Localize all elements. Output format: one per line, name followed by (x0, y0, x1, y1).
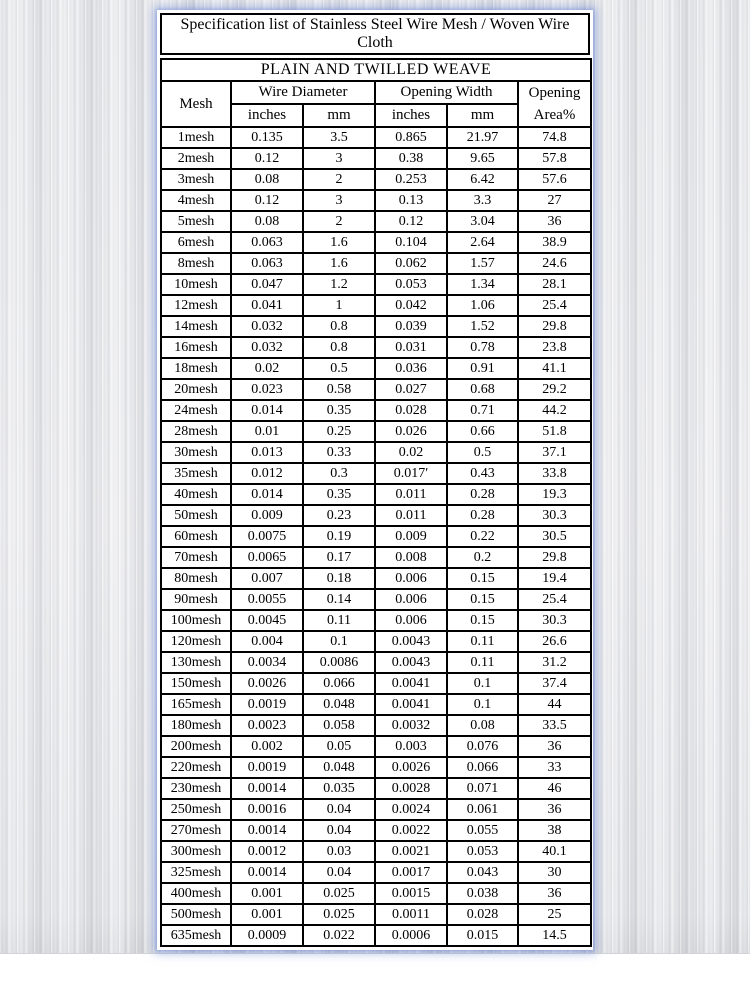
mesh-cell: 3mesh (161, 169, 231, 190)
value-cell: 2 (303, 169, 375, 190)
value-cell: 0.047 (231, 274, 303, 295)
value-cell: 1.6 (303, 232, 375, 253)
mesh-cell: 20mesh (161, 379, 231, 400)
value-cell: 1.34 (447, 274, 518, 295)
value-cell: 0.002 (231, 736, 303, 757)
value-cell: 24.6 (518, 253, 591, 274)
table-row (161, 883, 591, 904)
value-cell: 0.0015 (375, 883, 447, 904)
value-cell: 0.22 (447, 526, 518, 547)
value-cell: 0.0014 (231, 820, 303, 841)
table-row (161, 232, 591, 253)
value-cell: 29.8 (518, 316, 591, 337)
unit-header-ow-inches: inches (375, 104, 447, 127)
table-row (161, 463, 591, 484)
value-cell: 1 (303, 295, 375, 316)
mesh-cell: 60mesh (161, 526, 231, 547)
value-cell: 2 (303, 211, 375, 232)
value-cell: 0.015 (447, 925, 518, 946)
unit-header-wd-inches: inches (231, 104, 303, 127)
table-row (161, 715, 591, 736)
value-cell: 25.4 (518, 295, 591, 316)
value-cell: 0.055 (447, 820, 518, 841)
table-row (161, 904, 591, 925)
value-cell: 0.11 (447, 652, 518, 673)
value-cell: 0.13 (375, 190, 447, 211)
table-row (161, 526, 591, 547)
mesh-cell: 250mesh (161, 799, 231, 820)
spec-table-body (161, 127, 591, 946)
value-cell: 0.009 (231, 505, 303, 526)
table-row (161, 505, 591, 526)
value-cell: 0.039 (375, 316, 447, 337)
table-row (161, 148, 591, 169)
mesh-cell: 180mesh (161, 715, 231, 736)
value-cell: 44.2 (518, 400, 591, 421)
mesh-cell: 28mesh (161, 421, 231, 442)
value-cell: 0.0011 (375, 904, 447, 925)
value-cell: 0.33 (303, 442, 375, 463)
unit-header-ow-mm: mm (447, 104, 518, 127)
value-cell: 30.3 (518, 610, 591, 631)
value-cell: 0.11 (447, 631, 518, 652)
value-cell: 0.04 (303, 820, 375, 841)
value-cell: 0.025 (303, 904, 375, 925)
table-row (161, 757, 591, 778)
value-cell: 0.053 (375, 274, 447, 295)
value-cell: 0.032 (231, 316, 303, 337)
value-cell: 0.0022 (375, 820, 447, 841)
value-cell: 0.031 (375, 337, 447, 358)
table-row (161, 442, 591, 463)
value-cell: 0.048 (303, 694, 375, 715)
value-cell: 0.5 (303, 358, 375, 379)
mesh-cell: 8mesh (161, 253, 231, 274)
value-cell: 0.3 (303, 463, 375, 484)
value-cell: 0.104 (375, 232, 447, 253)
value-cell: 0.053 (447, 841, 518, 862)
table-row (161, 568, 591, 589)
mesh-cell: 6mesh (161, 232, 231, 253)
value-cell: 25 (518, 904, 591, 925)
value-cell: 0.91 (447, 358, 518, 379)
subtitle-row (161, 59, 591, 81)
table-row (161, 736, 591, 757)
mesh-cell: 635mesh (161, 925, 231, 946)
mesh-cell: 120mesh (161, 631, 231, 652)
value-cell: 0.025 (303, 883, 375, 904)
value-cell: 3 (303, 148, 375, 169)
value-cell: 0.17 (303, 547, 375, 568)
value-cell: 33.5 (518, 715, 591, 736)
value-cell: 40.1 (518, 841, 591, 862)
value-cell: 0.28 (447, 484, 518, 505)
value-cell: 0.8 (303, 337, 375, 358)
value-cell: 0.08 (231, 211, 303, 232)
opening-area-line1: Opening (528, 85, 581, 101)
value-cell: 0.063 (231, 253, 303, 274)
value-cell: 0.78 (447, 337, 518, 358)
mesh-cell: 150mesh (161, 673, 231, 694)
table-subtitle: PLAIN AND TWILLED WEAVE (161, 59, 591, 81)
table-row (161, 337, 591, 358)
value-cell: 0.0075 (231, 526, 303, 547)
table-row (161, 589, 591, 610)
value-cell: 0.03 (303, 841, 375, 862)
table-row (161, 400, 591, 421)
value-cell: 0.0045 (231, 610, 303, 631)
mesh-cell: 1mesh (161, 127, 231, 148)
value-cell: 0.02 (231, 358, 303, 379)
value-cell: 0.135 (231, 127, 303, 148)
value-cell: 0.0019 (231, 757, 303, 778)
value-cell: 0.004 (231, 631, 303, 652)
value-cell: 0.04 (303, 862, 375, 883)
value-cell: 0.001 (231, 904, 303, 925)
value-cell: 0.5 (447, 442, 518, 463)
value-cell: 0.006 (375, 568, 447, 589)
value-cell: 41.1 (518, 358, 591, 379)
table-row (161, 169, 591, 190)
value-cell: 0.15 (447, 610, 518, 631)
value-cell: 0.15 (447, 568, 518, 589)
value-cell: 3 (303, 190, 375, 211)
column-header-mesh: Mesh (161, 81, 231, 127)
value-cell: 0.001 (231, 883, 303, 904)
value-cell: 0.0026 (375, 757, 447, 778)
value-cell: 0.28 (447, 505, 518, 526)
value-cell: 25.4 (518, 589, 591, 610)
value-cell: 0.38 (375, 148, 447, 169)
value-cell: 0.063 (231, 232, 303, 253)
table-row (161, 358, 591, 379)
mesh-cell: 165mesh (161, 694, 231, 715)
value-cell: 0.0016 (231, 799, 303, 820)
value-cell: 0.048 (303, 757, 375, 778)
value-cell: 0.011 (375, 505, 447, 526)
value-cell: 6.42 (447, 169, 518, 190)
value-cell: 0.066 (303, 673, 375, 694)
mesh-cell: 70mesh (161, 547, 231, 568)
value-cell: 0.017′ (375, 463, 447, 484)
mesh-cell: 30mesh (161, 442, 231, 463)
mesh-cell: 500mesh (161, 904, 231, 925)
value-cell: 0.0043 (375, 631, 447, 652)
value-cell: 0.032 (231, 337, 303, 358)
value-cell: 30.5 (518, 526, 591, 547)
value-cell: 36 (518, 799, 591, 820)
value-cell: 0.022 (303, 925, 375, 946)
value-cell: 31.2 (518, 652, 591, 673)
value-cell: 0.058 (303, 715, 375, 736)
value-cell: 0.66 (447, 421, 518, 442)
value-cell: 0.0086 (303, 652, 375, 673)
value-cell: 0.0017 (375, 862, 447, 883)
value-cell: 33 (518, 757, 591, 778)
value-cell: 0.035 (303, 778, 375, 799)
mesh-cell: 24mesh (161, 400, 231, 421)
value-cell: 0.0023 (231, 715, 303, 736)
value-cell: 1.52 (447, 316, 518, 337)
value-cell: 0.013 (231, 442, 303, 463)
value-cell: 0.8 (303, 316, 375, 337)
table-row (161, 778, 591, 799)
mesh-cell: 12mesh (161, 295, 231, 316)
table-row (161, 421, 591, 442)
value-cell: 0.0012 (231, 841, 303, 862)
value-cell: 0.042 (375, 295, 447, 316)
value-cell: 0.026 (375, 421, 447, 442)
value-cell: 0.014 (231, 484, 303, 505)
table-row (161, 190, 591, 211)
value-cell: 0.071 (447, 778, 518, 799)
value-cell: 0.038 (447, 883, 518, 904)
value-cell: 26.6 (518, 631, 591, 652)
value-cell: 44 (518, 694, 591, 715)
value-cell: 1.6 (303, 253, 375, 274)
mesh-cell: 40mesh (161, 484, 231, 505)
value-cell: 0.12 (231, 190, 303, 211)
value-cell: 1.2 (303, 274, 375, 295)
table-row (161, 820, 591, 841)
table-row (161, 862, 591, 883)
mesh-cell: 200mesh (161, 736, 231, 757)
value-cell: 0.027 (375, 379, 447, 400)
opening-area-line2: Area% (533, 107, 576, 123)
value-cell: 23.8 (518, 337, 591, 358)
value-cell: 0.023 (231, 379, 303, 400)
value-cell: 37.1 (518, 442, 591, 463)
value-cell: 0.076 (447, 736, 518, 757)
value-cell: 14.5 (518, 925, 591, 946)
unit-header-wd-mm: mm (303, 104, 375, 127)
value-cell: 0.12 (375, 211, 447, 232)
table-row (161, 316, 591, 337)
value-cell: 0.062 (375, 253, 447, 274)
value-cell: 0.0032 (375, 715, 447, 736)
value-cell: 0.11 (303, 610, 375, 631)
value-cell: 0.007 (231, 568, 303, 589)
value-cell: 0.006 (375, 589, 447, 610)
mesh-cell: 5mesh (161, 211, 231, 232)
value-cell: 37.4 (518, 673, 591, 694)
value-cell: 3.04 (447, 211, 518, 232)
value-cell: 1.06 (447, 295, 518, 316)
value-cell: 0.041 (231, 295, 303, 316)
column-header-wire-diameter: Wire Diameter (231, 81, 375, 104)
value-cell: 0.0055 (231, 589, 303, 610)
mesh-cell: 14mesh (161, 316, 231, 337)
value-cell: 0.05 (303, 736, 375, 757)
value-cell: 0.01 (231, 421, 303, 442)
value-cell: 0.009 (375, 526, 447, 547)
value-cell: 0.1 (447, 673, 518, 694)
value-cell: 46 (518, 778, 591, 799)
group-header-row (161, 81, 591, 104)
value-cell: 36 (518, 883, 591, 904)
value-cell: 3.3 (447, 190, 518, 211)
table-row (161, 673, 591, 694)
table-row (161, 295, 591, 316)
value-cell: 0.04 (303, 799, 375, 820)
value-cell: 29.2 (518, 379, 591, 400)
value-cell: 0.014 (231, 400, 303, 421)
value-cell: 0.35 (303, 484, 375, 505)
table-row (161, 652, 591, 673)
value-cell: 0.865 (375, 127, 447, 148)
value-cell: 3.5 (303, 127, 375, 148)
value-cell: 0.0014 (231, 862, 303, 883)
table-row (161, 274, 591, 295)
table-row (161, 610, 591, 631)
mesh-cell: 230mesh (161, 778, 231, 799)
value-cell: 30.3 (518, 505, 591, 526)
table-row (161, 379, 591, 400)
value-cell: 0.2 (447, 547, 518, 568)
value-cell: 0.006 (375, 610, 447, 631)
table-row (161, 484, 591, 505)
value-cell: 0.028 (447, 904, 518, 925)
value-cell: 2.64 (447, 232, 518, 253)
value-cell: 0.58 (303, 379, 375, 400)
mesh-cell: 90mesh (161, 589, 231, 610)
value-cell: 9.65 (447, 148, 518, 169)
value-cell: 0.25 (303, 421, 375, 442)
table-row (161, 253, 591, 274)
value-cell: 38 (518, 820, 591, 841)
value-cell: 0.0034 (231, 652, 303, 673)
mesh-cell: 80mesh (161, 568, 231, 589)
value-cell: 0.0006 (375, 925, 447, 946)
page-title: Specification list of Stainless Steel Wire Mesh / Woven Wire Cloth (160, 13, 590, 55)
table-row (161, 631, 591, 652)
value-cell: 57.6 (518, 169, 591, 190)
mesh-cell: 300mesh (161, 841, 231, 862)
value-cell: 28.1 (518, 274, 591, 295)
value-cell: 0.08 (231, 169, 303, 190)
value-cell: 0.061 (447, 799, 518, 820)
value-cell: 0.011 (375, 484, 447, 505)
table-row (161, 799, 591, 820)
value-cell: 0.18 (303, 568, 375, 589)
mesh-cell: 35mesh (161, 463, 231, 484)
value-cell: 0.15 (447, 589, 518, 610)
mesh-cell: 50mesh (161, 505, 231, 526)
value-cell: 0.008 (375, 547, 447, 568)
value-cell: 0.012 (231, 463, 303, 484)
value-cell: 0.68 (447, 379, 518, 400)
value-cell: 0.14 (303, 589, 375, 610)
value-cell: 36 (518, 736, 591, 757)
mesh-cell: 18mesh (161, 358, 231, 379)
value-cell: 0.43 (447, 463, 518, 484)
value-cell: 0.12 (231, 148, 303, 169)
value-cell: 0.0028 (375, 778, 447, 799)
value-cell: 0.19 (303, 526, 375, 547)
value-cell: 57.8 (518, 148, 591, 169)
value-cell: 33.8 (518, 463, 591, 484)
value-cell: 0.253 (375, 169, 447, 190)
table-row (161, 694, 591, 715)
value-cell: 0.028 (375, 400, 447, 421)
mesh-cell: 130mesh (161, 652, 231, 673)
table-row (161, 925, 591, 946)
mesh-cell: 220mesh (161, 757, 231, 778)
value-cell: 0.1 (447, 694, 518, 715)
mesh-cell: 4mesh (161, 190, 231, 211)
column-header-opening-area (518, 81, 591, 127)
value-cell: 0.003 (375, 736, 447, 757)
value-cell: 0.23 (303, 505, 375, 526)
table-row (161, 127, 591, 148)
value-cell: 0.0014 (231, 778, 303, 799)
value-cell: 0.066 (447, 757, 518, 778)
value-cell: 0.1 (303, 631, 375, 652)
value-cell: 30 (518, 862, 591, 883)
value-cell: 36 (518, 211, 591, 232)
value-cell: 38.9 (518, 232, 591, 253)
table-row (161, 841, 591, 862)
value-cell: 21.97 (447, 127, 518, 148)
value-cell: 27 (518, 190, 591, 211)
value-cell: 0.02 (375, 442, 447, 463)
table-row (161, 547, 591, 568)
value-cell: 0.0024 (375, 799, 447, 820)
value-cell: 19.4 (518, 568, 591, 589)
mesh-cell: 325mesh (161, 862, 231, 883)
mesh-cell: 270mesh (161, 820, 231, 841)
spec-table (160, 58, 592, 947)
value-cell: 1.57 (447, 253, 518, 274)
column-header-opening-width: Opening Width (375, 81, 518, 104)
value-cell: 19.3 (518, 484, 591, 505)
mesh-cell: 16mesh (161, 337, 231, 358)
table-row (161, 211, 591, 232)
value-cell: 51.8 (518, 421, 591, 442)
value-cell: 0.08 (447, 715, 518, 736)
mesh-cell: 100mesh (161, 610, 231, 631)
value-cell: 0.0019 (231, 694, 303, 715)
value-cell: 0.0041 (375, 673, 447, 694)
value-cell: 0.043 (447, 862, 518, 883)
value-cell: 0.0026 (231, 673, 303, 694)
value-cell: 0.71 (447, 400, 518, 421)
value-cell: 0.0009 (231, 925, 303, 946)
value-cell: 74.8 (518, 127, 591, 148)
value-cell: 0.0041 (375, 694, 447, 715)
mesh-cell: 400mesh (161, 883, 231, 904)
value-cell: 29.8 (518, 547, 591, 568)
value-cell: 0.036 (375, 358, 447, 379)
value-cell: 0.0043 (375, 652, 447, 673)
mesh-cell: 10mesh (161, 274, 231, 295)
value-cell: 0.35 (303, 400, 375, 421)
mesh-cell: 2mesh (161, 148, 231, 169)
value-cell: 0.0021 (375, 841, 447, 862)
value-cell: 0.0065 (231, 547, 303, 568)
spec-sheet (157, 10, 593, 950)
